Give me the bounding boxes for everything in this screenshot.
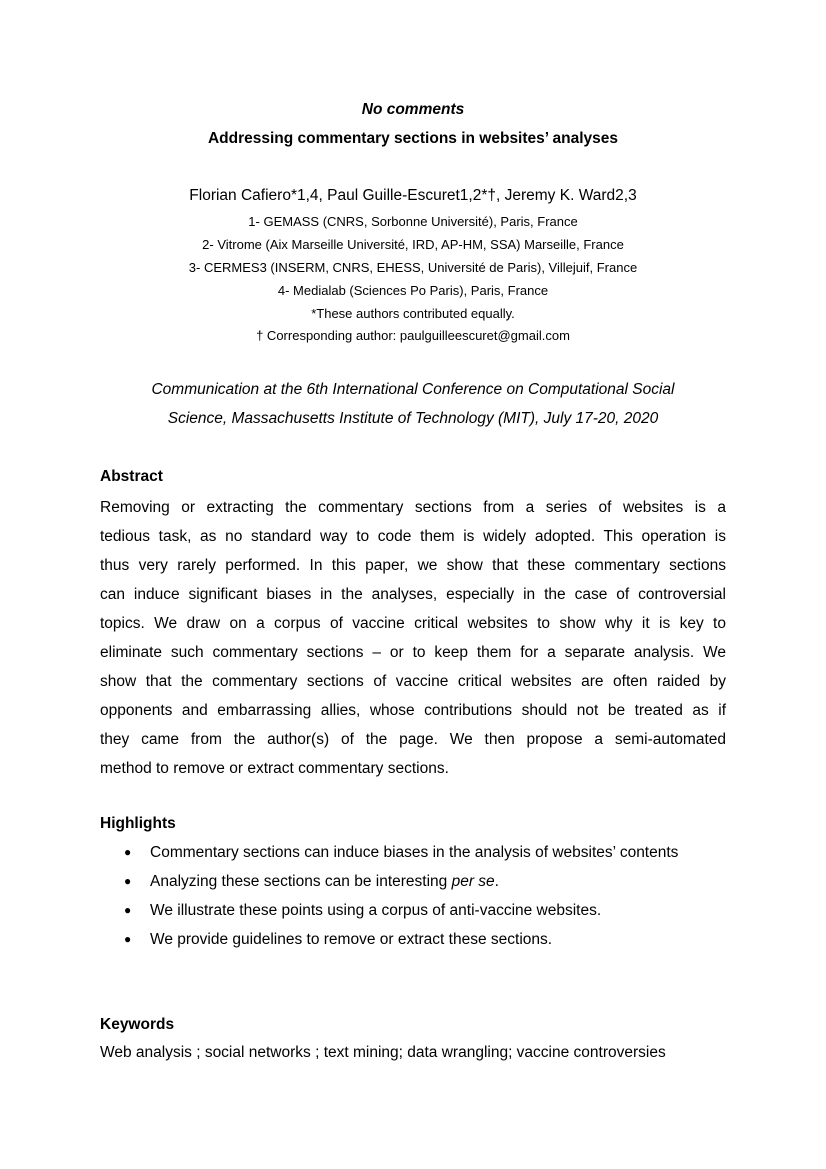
highlight-italic: per se [451, 873, 495, 890]
affiliation-3: 3- CERMES3 (INSERM, CNRS, EHESS, Université de Paris), Villejuif, France [188, 260, 638, 275]
bullet-icon: ● [124, 903, 132, 917]
equal-contribution-note: *These authors contributed equally. [311, 306, 515, 321]
abstract-line: thus very rarely performed. In this paper, we show that these commentary sections [100, 557, 726, 574]
highlight-text-end: . [494, 873, 499, 890]
abstract-line: tedious task, as no standard way to code them is widely adopted. This operation is [100, 528, 726, 545]
keywords-heading: Keywords [100, 1016, 175, 1033]
highlights-list [100, 838, 740, 954]
abstract-line: Removing or extracting the commentary sections from a series of websites is a [100, 499, 726, 516]
paper-title: Addressing commentary sections in websites’ analyses [207, 130, 619, 147]
abstract-line: method to remove or extract commentary sections. [100, 760, 449, 777]
affiliation-4: 4- Medialab (Sciences Po Paris), Paris, France [277, 283, 549, 298]
title-italic: No comments [361, 101, 465, 118]
highlight-text: Commentary sections can induce biases in the analysis of websites’ contents [150, 844, 679, 861]
keywords-text: Web analysis ; social networks ; text mining; data wrangling; vaccine controversies [100, 1044, 666, 1061]
communication-line-2: Science, Massachusetts Institute of Technology (MIT), July 17-20, 2020 [167, 410, 659, 427]
affiliation-1: 1- GEMASS (CNRS, Sorbonne Université), Paris, France [248, 214, 578, 229]
abstract-line: topics. We draw on a corpus of vaccine critical websites to show why it is key to [100, 615, 726, 632]
highlight-item [100, 896, 740, 925]
bullet-icon: ● [124, 845, 132, 859]
highlight-item [100, 838, 740, 867]
author-list: Florian Cafiero*1,4, Paul Guille-Escuret1,2*†, Jeremy K. Ward2,3 [189, 187, 637, 204]
highlight-text: We illustrate these points using a corpus of anti-vaccine websites. [150, 902, 602, 919]
bullet-icon: ● [124, 932, 132, 946]
affiliation-2: 2- Vitrome (Aix Marseille Université, IRD, AP-HM, SSA) Marseille, France [202, 237, 624, 252]
abstract-line: they came from the author(s) of the page. We then propose a semi-automated [100, 731, 726, 748]
highlight-text: Analyzing these sections can be interesting [150, 873, 452, 890]
highlights-heading: Highlights [100, 815, 176, 832]
abstract-body [100, 493, 726, 783]
abstract-heading: Abstract [100, 468, 163, 485]
abstract-line: opponents and embarrassing allies, whose contributions should not be treated as if [100, 702, 726, 719]
highlight-item [100, 867, 740, 896]
highlight-item [100, 925, 740, 954]
corresponding-author-note: † Corresponding author: paulguilleescuret@gmail.com [256, 328, 570, 343]
abstract-line: can induce significant biases in the analyses, especially in the case of controversial [100, 586, 726, 603]
highlight-text: We provide guidelines to remove or extract these sections. [150, 931, 553, 948]
bullet-icon: ● [124, 874, 132, 888]
abstract-line: eliminate such commentary sections – or to keep them for a separate analysis. We [100, 644, 726, 661]
communication-line-1: Communication at the 6th International Conference on Computational Social [151, 381, 675, 398]
abstract-line: show that the commentary sections of vaccine critical websites are often raided by [100, 673, 726, 690]
